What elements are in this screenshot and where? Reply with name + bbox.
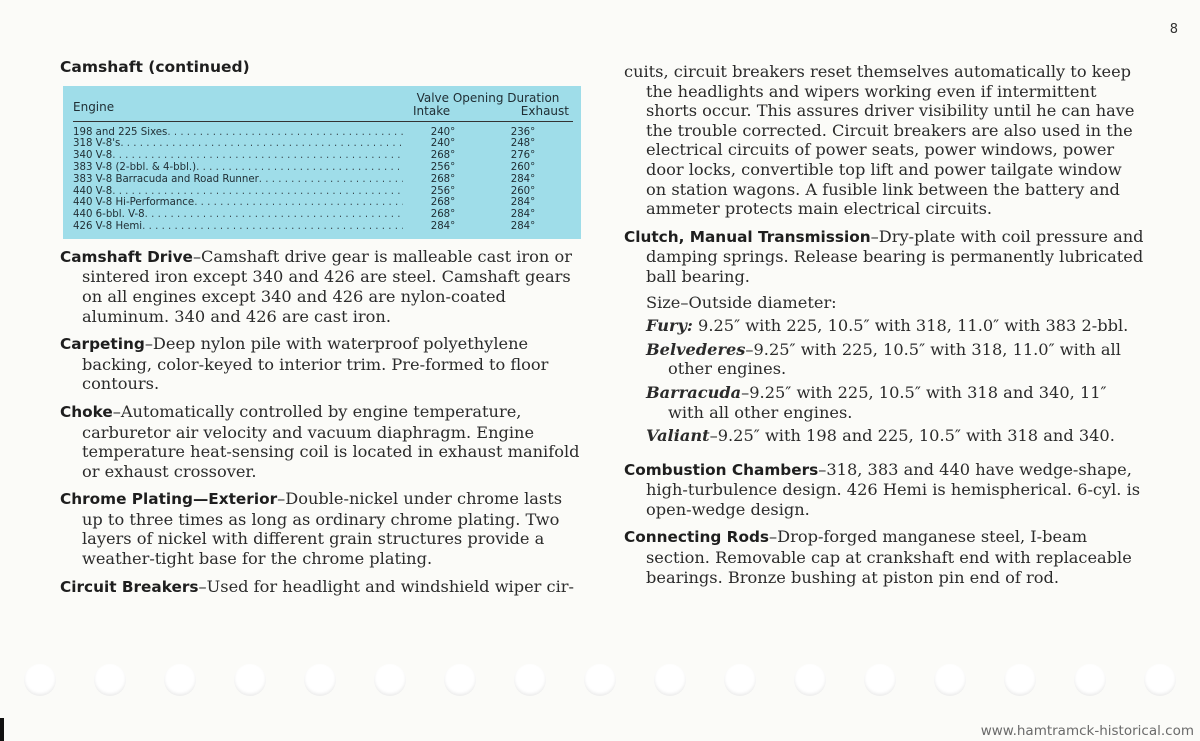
- intake-cell: 268°: [430, 150, 456, 162]
- entry-term: Connecting Rods: [624, 528, 770, 547]
- exhaust-cell: 248°: [510, 138, 536, 150]
- entry-text: –Automatically controlled by engine temperature, carburetor air velocity and vacuum diaphragm. Engine temperature heat-sensing coil is located in exhaust manifold or exhaust crossover.: [82, 401, 580, 481]
- list-item: [646, 316, 1144, 336]
- size-line: [646, 293, 1144, 313]
- engine-cell: 426 V-8 Hemi: [73, 220, 143, 232]
- entry-chrome-plating: [60, 489, 582, 568]
- binder-hole: [934, 664, 966, 696]
- engine-cell: 440 V-8: [73, 185, 113, 197]
- exhaust-cell: 284°: [510, 220, 536, 232]
- clutch-size-list: [624, 293, 1144, 446]
- engine-cell: 440 6-bbl. V-8: [73, 209, 145, 221]
- binder-holes: [0, 664, 1200, 704]
- engine-column-header: Engine: [73, 100, 115, 114]
- intake-cell: 256°: [430, 161, 456, 173]
- model-text: 9.25″ with 225, 10.5″ with 318, 11.0″ with 383 2-bbl.: [692, 316, 1129, 336]
- binder-hole: [94, 664, 126, 696]
- left-column: [60, 58, 582, 605]
- intake-cell: 256°: [430, 185, 456, 197]
- model-text: –9.25″ with 198 and 225, 10.5″ with 318 and 340.: [709, 426, 1115, 446]
- intake-cell: 240°: [430, 138, 456, 150]
- binder-hole: [24, 664, 56, 696]
- circuit-breakers-continuation: [624, 62, 1144, 219]
- model-name: Barracuda: [646, 382, 742, 402]
- intake-cell: 240°: [430, 126, 456, 138]
- engine-cell: 340 V-8: [73, 150, 113, 162]
- binder-hole: [654, 664, 686, 696]
- entry-term: Combustion Chambers: [624, 460, 819, 479]
- table-header: [73, 92, 573, 122]
- entry-term: Clutch, Manual Transmission: [624, 227, 871, 246]
- binder-hole: [234, 664, 266, 696]
- exhaust-cell: 260°: [510, 185, 536, 197]
- table-row: [73, 221, 573, 233]
- model-text: –9.25″ with 225, 10.5″ with 318 and 340, 11″ with all other engines.: [668, 382, 1107, 422]
- exhaust-cell: 260°: [510, 161, 536, 173]
- exhaust-column-header: Exhaust: [520, 103, 569, 118]
- page-edge-mark: [0, 718, 4, 741]
- intake-cell: 268°: [430, 209, 456, 221]
- exhaust-cell: 284°: [510, 197, 536, 209]
- intake-cell: 268°: [430, 173, 456, 185]
- exhaust-cell: 236°: [510, 126, 536, 138]
- table-row: [73, 209, 573, 221]
- entry-term: Choke: [60, 402, 113, 421]
- entry-carpeting: [60, 334, 582, 394]
- entry-combustion-chambers: [624, 460, 1144, 520]
- continuation-text: cuits, circuit breakers reset themselves automatically to keep the headlights and wipers working even if intermittent shorts occur. This assures driver visibility until he can have the trouble corrected. Circuit breakers are also used in the electrical circuits of power seats, power windows, power door locks, convertible top lift and power tailgate window on station wagons. A fusible link between the battery and ammeter protects main electrical circuits.: [624, 62, 1135, 219]
- engine-cell: 198 and 225 Sixes: [73, 126, 168, 138]
- binder-hole: [164, 664, 196, 696]
- binder-hole: [584, 664, 616, 696]
- size-text: –Outside diameter:: [680, 292, 837, 312]
- valve-duration-table: [63, 86, 581, 239]
- binder-hole: [444, 664, 476, 696]
- entry-term: Carpeting: [60, 335, 145, 354]
- intake-column-header: Intake: [413, 103, 451, 118]
- entry-text: –Camshaft drive gear is malleable cast iron or sintered iron except 340 and 426 are steel. Camshaft gears on all engines except 340 and 426 are nylon-coated aluminum. 340 and 426 are cast iron.: [82, 246, 572, 326]
- table-row: [73, 197, 573, 209]
- entry-text: –Deep nylon pile with waterproof polyethylene backing, color-keyed to interior trim. Pre-formed to floor contours.: [82, 334, 549, 394]
- watermark: www.hamtramck-historical.com: [980, 723, 1194, 739]
- model-text: –9.25″ with 225, 10.5″ with 318, 11.0″ with all other engines.: [668, 339, 1121, 379]
- engine-cell: 383 V-8 Barracuda and Road Runner: [73, 173, 259, 185]
- exhaust-cell: 284°: [510, 173, 536, 185]
- model-name: Fury:: [646, 316, 693, 336]
- entry-clutch: [624, 227, 1144, 446]
- model-name: Valiant: [646, 426, 710, 446]
- table-row: [73, 138, 573, 150]
- right-column: [624, 62, 1144, 595]
- binder-hole: [374, 664, 406, 696]
- intake-cell: 284°: [430, 220, 456, 232]
- engine-cell: 383 V-8 (2-bbl. & 4-bbl.): [73, 161, 197, 173]
- binder-hole: [724, 664, 756, 696]
- binder-hole: [514, 664, 546, 696]
- table-row: [73, 186, 573, 198]
- list-item: [646, 383, 1144, 422]
- entry-term: Circuit Breakers: [60, 577, 199, 596]
- binder-hole: [1004, 664, 1036, 696]
- engine-cell: 318 V-8's: [73, 138, 121, 150]
- table-row: [73, 162, 573, 174]
- binder-hole: [864, 664, 896, 696]
- valve-duration-header: [403, 92, 573, 118]
- engine-cell: 440 V-8 Hi-Performance: [73, 197, 195, 209]
- entry-choke: [60, 402, 582, 481]
- valve-duration-group-label: Valve Opening Duration: [416, 90, 560, 105]
- table-row: [73, 174, 573, 186]
- entry-term: Chrome Plating—Exterior: [60, 490, 278, 509]
- binder-hole: [794, 664, 826, 696]
- binder-hole: [304, 664, 336, 696]
- list-item: [646, 340, 1144, 379]
- table-row: [73, 127, 573, 139]
- table-body: [73, 127, 573, 233]
- page-number: 8: [1169, 22, 1178, 37]
- table-row: [73, 150, 573, 162]
- entry-connecting-rods: [624, 527, 1144, 587]
- entry-text: –318, 383 and 440 have wedge-shape, high-turbulence design. 426 Hemi is hemispherical. 6-cyl. is open-wedge design.: [646, 459, 1141, 519]
- binder-hole: [1144, 664, 1176, 696]
- entry-text: –Double-nickel under chrome lasts up to three times as long as ordinary chrome plating. Two layers of nickel with different grain structures provide a weather-tight base for the chrome plating.: [82, 489, 563, 569]
- entry-text: –Used for headlight and windshield wiper cir-: [198, 576, 574, 596]
- model-name: Belvederes: [646, 339, 746, 359]
- binder-hole: [1074, 664, 1106, 696]
- entry-term: Camshaft Drive: [60, 247, 193, 266]
- exhaust-cell: 276°: [510, 150, 536, 162]
- size-label: Size: [646, 292, 681, 312]
- list-item: [646, 426, 1144, 446]
- exhaust-cell: 284°: [510, 209, 536, 221]
- entry-circuit-breakers: [60, 577, 582, 598]
- intake-cell: 268°: [430, 197, 456, 209]
- entry-text: –Dry-plate with coil pressure and damping springs. Release bearing is permanently lubricated ball bearing.: [646, 226, 1144, 286]
- entry-text: –Drop-forged manganese steel, I-beam section. Removable cap at crankshaft end with replaceable bearings. Bronze bushing at piston pin end of rod.: [646, 527, 1132, 587]
- section-title: Camshaft (continued): [60, 58, 250, 76]
- entry-camshaft-drive: [60, 247, 582, 326]
